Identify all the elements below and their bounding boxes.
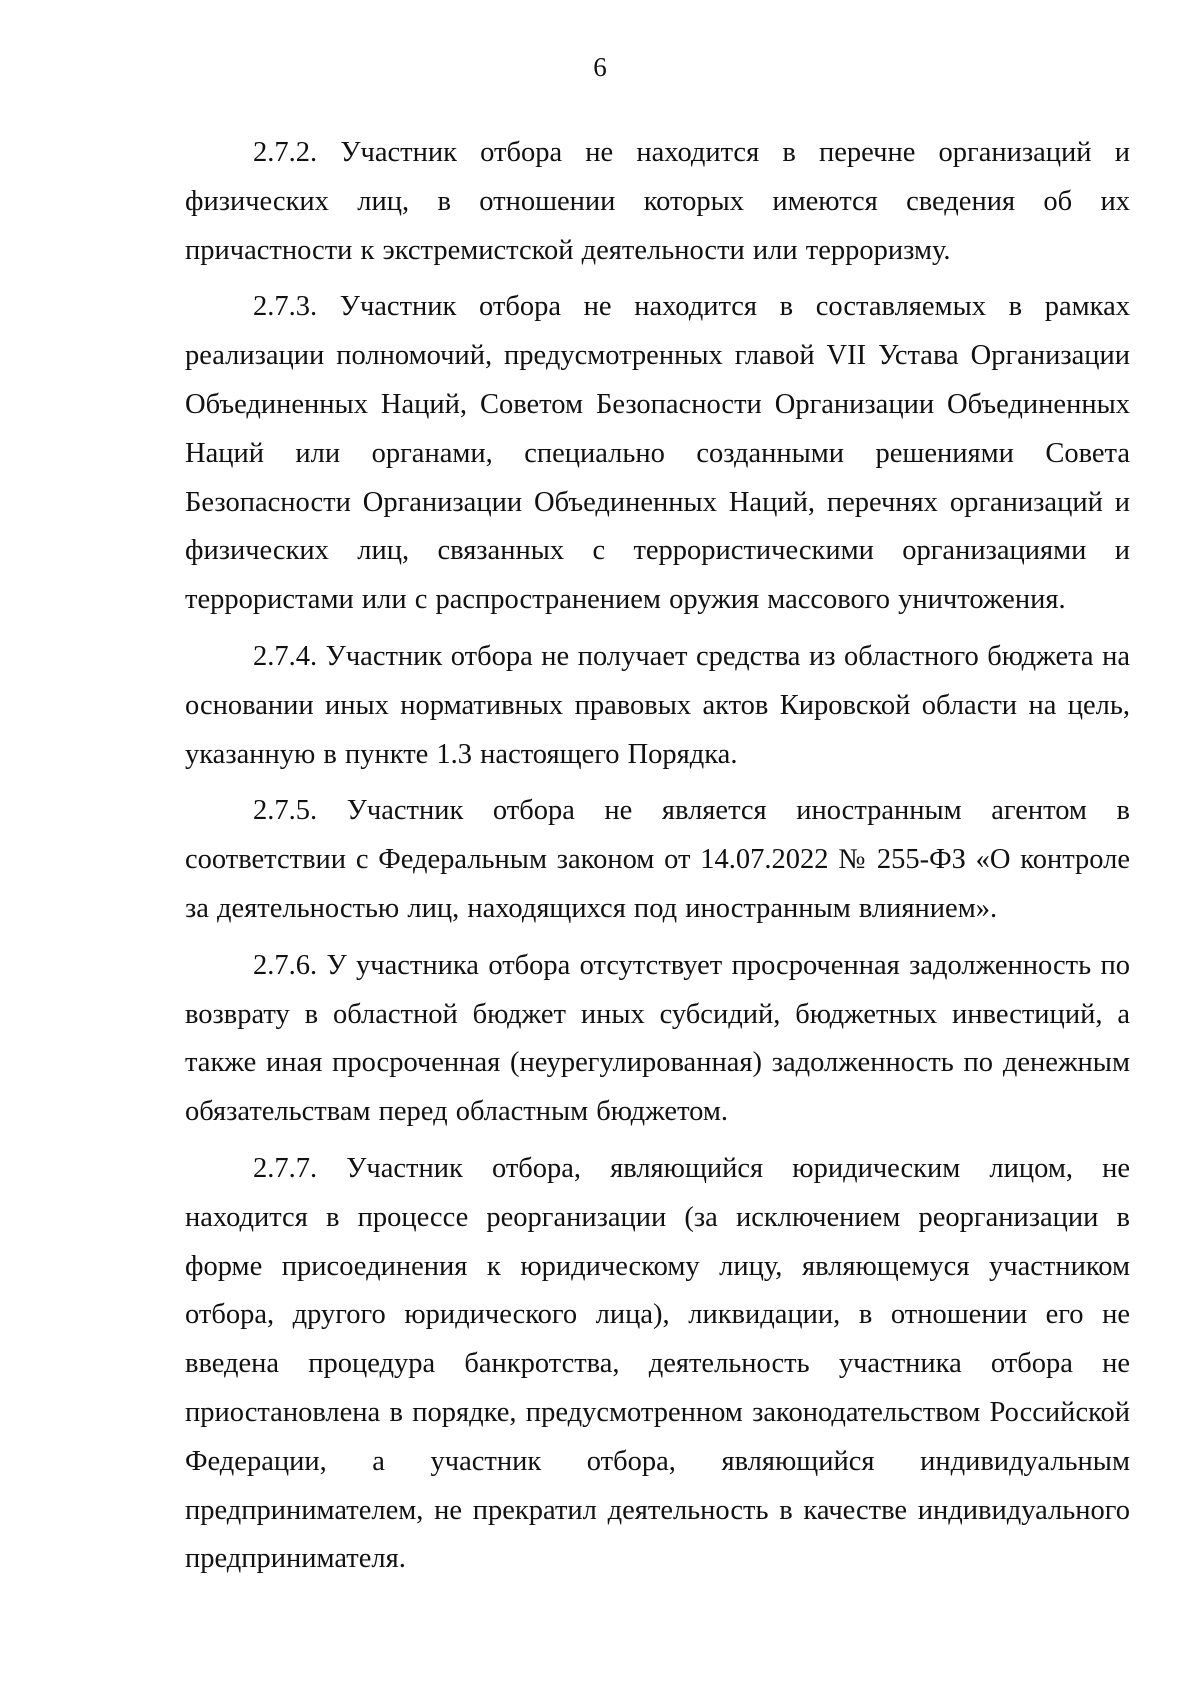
paragraph-2-7-3: 2.7.3. Участник отбора не находится в составляемых в рамках реализации полномочий, предусмотренных главой VII Устава Организации Объединенных Наций, Советом Безопасности Организации Объединенных Наций или органами, специально созданными решениями Совета Безопасности Организации Объединенных Наций, перечнях организаций и физических лиц, связанных с террористическими организациями и террористами или с распространением оружия массового уничтожения. bbox=[185, 291, 1130, 616]
paragraph-2-7-5: 2.7.5. Участник отбора не является иностранным агентом в соответствии с Федеральным законом от 14.07.2022 № 255-ФЗ «О контроле за деятельностью лиц, находящихся под иностранным влиянием». bbox=[185, 795, 1130, 924]
paragraph-2-7-7: 2.7.7. Участник отбора, являющийся юридическим лицом, не находится в процессе реорганизации (за исключением реорганизации в форме присоединения к юридическому лицу, являющемуся участником отбора, другого юридического лица), ликвидации, в отношении его не введена процедура банкротства, деятельность участника отбора не приостановлена в порядке, предусмотренном законодательством Российской Федерации, а участник отбора, являющийся индивидуальным предпринимателем, не прекратил деятельность в качестве индивидуального предпринимателя. bbox=[185, 1152, 1130, 1575]
paragraph-2-7-4: 2.7.4. Участник отбора не получает средства из областного бюджета на основании иных нормативных правовых актов Кировской области на цель, указанную в пункте 1.3 настоящего Порядка. bbox=[185, 640, 1130, 770]
paragraph-2-7-2: 2.7.2. Участник отбора не находится в перечне организаций и физических лиц, в отношении которых имеются сведения об их причастности к экстремистской деятельности или терроризму. bbox=[185, 137, 1130, 266]
document-body bbox=[185, 129, 1130, 1584]
paragraph-2-7-6: 2.7.6. У участника отбора отсутствует просроченная задолженность по возврату в областной бюджет иных субсидий, бюджетных инвестиций, а также иная просроченная (неурегулированная) задолженность по денежным обязательствам перед областным бюджетом. bbox=[185, 949, 1130, 1128]
page-number: 6 bbox=[593, 52, 607, 82]
